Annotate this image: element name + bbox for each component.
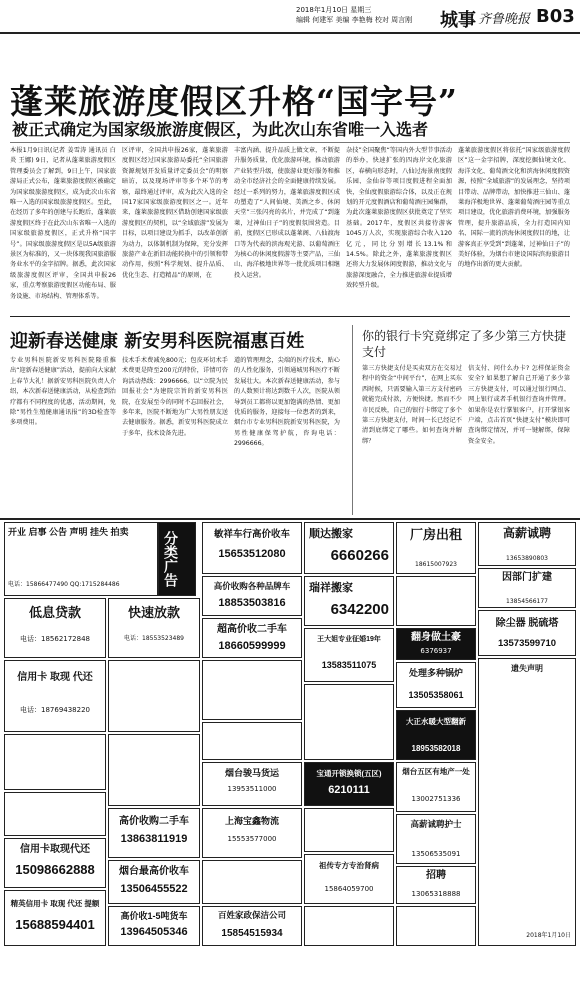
ad-low-interest-loan (4, 598, 106, 658)
ad-fast-loan (108, 598, 200, 658)
ad-baotong-lock (304, 762, 394, 806)
ad-a20-title: 高薪诚聘 (502, 526, 551, 540)
ad-minxiang-buy (202, 522, 302, 574)
ad-a29-title: 上海宝鑫物流 (224, 816, 279, 826)
ad-a30-title: 烟台骏马货运 (224, 768, 279, 778)
ad-a3-phone: 电话：18769438220 (20, 706, 90, 714)
lead-rule (10, 142, 570, 143)
ad-yantai-cargo (202, 762, 302, 806)
ad-a28-title: 祖传专方专治肾病 (319, 861, 379, 870)
story3-col-1: 第三方快捷支付是买卖双方在交易过程中的资金“中间平台”，在网上买东西时候，只需要输入第三方支付密码就能完成付款，方便快捷。然而不少市民反映，自己的银行卡绑定了多个第三方快捷支付，时间一长已经记不清到底绑定了哪些。如何查询并解绑？ (362, 365, 462, 445)
ad-nurse-recruit (396, 814, 476, 864)
ad-misc-1 (202, 660, 302, 720)
ad-misc-6 (396, 576, 476, 626)
classified-hotline: 电话：15866477490 QQ:1715284486 (8, 581, 120, 588)
ad-matchmaking (304, 628, 394, 682)
lead-subtitle: 被正式确定为国家级旅游度假区，为此次山东省唯一入选者 (12, 120, 429, 139)
classified-topline: 开业 启事 公告 声明 挂失 拍卖 (8, 527, 129, 537)
ad-a17-title: 翻身做土豪 (411, 632, 461, 643)
ad-a18-title: 处理多种锅炉 (408, 668, 463, 678)
header-rule (0, 32, 580, 34)
lead-title: 蓬莱旅游度假区升格“国字号” (10, 82, 458, 121)
paper-name: 齐鲁晚报 (478, 12, 531, 27)
ad-a12-title: 顺达搬家 (309, 528, 353, 540)
ad-a21-phone: 13854566177 (506, 598, 548, 605)
ad-a5-title: 精英信用卡 取现 代还 提额 (10, 899, 100, 908)
ad-a24-phone: 13002751336 (411, 795, 461, 803)
ad-plumbing (396, 710, 476, 760)
ad-a16-phone: 18615007923 (415, 561, 457, 568)
ad-brand-car (202, 576, 302, 616)
story3-divider (352, 325, 353, 515)
ad-used-car (108, 808, 200, 858)
ad-a3-title: 信用卡 取现 代还 (17, 672, 93, 683)
ad-boiler (396, 662, 476, 708)
ad-a14-title: 王大姐专业征婚19年 (317, 636, 381, 643)
ad-a19-title: 大正水暖大型翻新 (406, 717, 466, 726)
ad-car-info-box (108, 660, 200, 732)
ad-a4-title: 信用卡取现代还 (20, 844, 90, 855)
ad-ruixiang-moving (304, 576, 394, 626)
ad-a9-title: 高价收购二手车 (119, 816, 189, 827)
ad-recruit (396, 866, 476, 904)
ad-a15-title: 宝通开锁换锁(五区) (316, 769, 382, 778)
header-date: 2018年1月10日 星期三 (296, 6, 372, 14)
ad-a1-title: 低息贷款 (28, 605, 81, 620)
ad-a2-title: 快速放款 (127, 605, 180, 620)
lead-bottom-rule (10, 316, 570, 317)
ads-top-rule (0, 518, 580, 520)
ad-a24-title: 烟台五区有地产一处 (402, 767, 470, 776)
header-editors: 编辑 何建军 美编 李艳梅 校对 周言刚 (296, 16, 413, 24)
ad-a17-phone: 6376937 (420, 647, 452, 655)
ad-a22-phone: 13573599710 (497, 638, 557, 649)
classified-title-block (158, 522, 196, 596)
ad-a6-phone: 15653512080 (218, 548, 286, 560)
ad-a8-phone: 18660599999 (218, 640, 286, 652)
ad-second-hand-car (202, 618, 302, 658)
ad-shanghai-logistics (202, 808, 302, 858)
ad-high-salary (478, 522, 576, 566)
ad-a30-phone: 13953511000 (227, 785, 277, 793)
ad-misc-5 (304, 906, 394, 946)
story3-title: 你的银行卡究竟绑定了多少第三方快捷支付 (362, 329, 567, 359)
ad-misc-2 (202, 860, 302, 904)
story3-col-2: 信支付、问什么办卡? 怎样保证资金安全? 如果想了解自己开通了多少第三方快捷支付，可以通过银行网点、网上银行或者手机银行查询并管理。如果你是农行掌银客户，打开掌银客户端，点击首页“快捷支付”模块即可查询绑定情况，并可一键解绑，保障资金安全。 (468, 365, 570, 445)
classified-header-ad (4, 522, 158, 596)
ad-a7-phone: 18853503816 (218, 597, 286, 609)
lead-col-1: 本报1月9日讯(记者 姜雪涛 通讯员 白炎 王娜) 9日，记者从蓬莱旅游度假区管理委员会了解到，9日上午，国家旅游局正式公布，蓬莱旅游度假区被确定为国家级旅游度假区，成为此次山东省唯一入选的国家级旅游度假区。至此，在经历了多年的创建与长跑后，蓬莱旅游度假区终于在此次山东省唯一入选的国家级旅游度假区，正式升格“国字号”。国家级旅游度假区是以5A级旅游景区为标准的，又一块体现我国旅游服务业水平的金字招牌。据悉，此次国家级旅游度假区评审，全国共申报26家，重点考察旅游度假区功能布局、服务设施、市场结构、管理体系等。 (10, 147, 116, 300)
ad-a20-phone: 13653890803 (506, 555, 548, 562)
ad-a16-title: 厂房出租 (409, 527, 462, 542)
ad-a29-phone: 15553577000 (227, 835, 277, 843)
ad-a22-title: 除尘器 脱硫塔 (495, 618, 559, 629)
ad-a12-phone: 6660266 (330, 547, 389, 564)
story2-col-1: 专业男科医院新安男科医院隆重推出“迎新春送健康”活动，提前向大家献上春节大礼！据新安男科医院负责人介绍，本次新春送健康活动，从检查到治疗都有不同程度的优惠，活动期间，免除“男性生殖健康通讯报”的3D检查等多项费用。 (10, 357, 116, 427)
ad-credit-card-5 (4, 890, 106, 946)
ad-a6-title: 敏祥车行高价收车 (213, 529, 290, 540)
lead-col-4: 杂技”全国聚焦“等国内外大型节事活动的举办，快速扩张的四海岸文化旅游区，春横向形态时，八仙过海景南度假乐园、金仙谷等项目度假进程全面加快，全仙度假旅游综合体，以及正在规划的开元度假酒店和葡萄酒庄园集群，为此次蓬莱旅游度假区获批奠定了坚实基础。2017年，度假区共接待游客1045万人次，实现旅游综合收入120亿元，同比分别增长13.1%和14.5%。除此之外，蓬莱旅游度假区还将大力发展休闲度假游，推动文化与旅游深度融合，全力推进旅游业提质增效转型升级。 (346, 147, 452, 290)
ad-a26-title: 招聘 (426, 870, 446, 881)
ad-get-rich (396, 628, 476, 660)
ad-a1-phone: 电话：18562172848 (20, 635, 90, 643)
ad-kidney-cure (304, 854, 394, 904)
ad-land-property (396, 762, 476, 812)
ad-a11-title: 高价收1-5吨货车 (120, 911, 188, 921)
lead-col-2: 区评审，全国共申报26家，蓬莱旅游度假区经过国家旅游局委托“全国旅游资源规划开发质量评定委员会”的明察暗访，以及现场评审等多个环节的考察，最终通过评审，成为此次入选的全国17家国家级旅游度假区之一。近年来，蓬莱旅游度假区借助创建国家级旅游度假区的契机，以“全域旅游”发展为目标，以项目建设为抓手，以改革创新为动力，以体制机制为保障，充分发挥旅游产业在新旧动能转换中的引领和带动作用，按照“科学规划、提升品质、优化生态、打造精品”的原则，在 (122, 147, 228, 279)
ad-a18-phone: 13505358061 (408, 690, 464, 700)
lead-col-3: 丰富内涵、提升品质上做文章，不断提升服务质量，优化旅游环境，推动旅游产业转型升级，使旅游业更好服务和推动全市经济社会的全面健康持续发展。经过一系列的努力，蓬莱旅游度假区成功塑造了“人间仙境、美酒之乡、休闲天堂”三张闪亮的名片，并完成了“到蓬莱，过神仙日子”的度假氛围营造。目前，度假区已形成以蓬莱阁、八仙渡海口等为代表的滨海观光游、以葡萄酒庄为核心的休闲度假游等主要产品，三仙山、海洋极地世界等一批优质项目相继投入运营。 (234, 147, 340, 279)
ad-truck (108, 906, 200, 946)
ad-a27-title: 百姓家政保洁公司 (217, 910, 286, 920)
ad-shunda-moving (304, 522, 394, 574)
ad-a14-phone: 13583511075 (321, 660, 377, 670)
ad-credit-card-2 (4, 734, 106, 790)
ad-a8-title: 超高价收二手车 (217, 624, 287, 635)
ad-factory-rent (396, 522, 476, 574)
ad-a5-phone: 15688594401 (15, 917, 95, 932)
ad-yantai-car (108, 860, 200, 904)
ad-a10-phone: 13506455522 (120, 883, 188, 895)
ad-a26-phone: 13065318888 (411, 890, 461, 898)
classified-title: 分类广告 (163, 531, 179, 587)
story2-col-3: 道的管理理念，尖端的医疗技术，贴心的人性化服务，引领通城男科医疗不断发展壮大。本次新春送健康活动，参与的人数预计将达到数千人次，医院从领导到员工都将以更加饱满的热情、更加优质的服务，迎接每一位患者的到来，烟台市专业男科医院新安男科医院，为男性健康保驾护航，咨询电话：2996666。 (234, 357, 340, 448)
ad-a15-phone: 6210111 (328, 784, 370, 796)
story2-title: 迎新春送健康 新安男科医院福惠百姓 (10, 331, 305, 352)
page-number: B03 (536, 6, 575, 27)
ad-a10-title: 烟台最高价收车 (119, 866, 189, 877)
ad-a11-phone: 13964505346 (120, 926, 188, 938)
ad-a27-phone: 15854515934 (221, 928, 283, 939)
ad-credit-card-4 (4, 838, 106, 888)
ad-a25-phone: 13506535091 (411, 850, 461, 858)
ad-misc-3 (304, 684, 394, 760)
ad-housekeeping (202, 906, 302, 946)
ad-a2-phone: 电话：18553523489 (124, 635, 184, 642)
ad-lost-notice (478, 658, 576, 946)
ad-a28-phone: 15864059700 (324, 885, 374, 893)
ad-a13-phone: 6342200 (330, 601, 389, 618)
ad-a9-phone: 13863811919 (120, 833, 188, 845)
ad-department-expand (478, 568, 576, 608)
ad-police-auction (202, 722, 302, 760)
ad-a23-title: 遗失声明 (511, 664, 543, 673)
ad-misc-7 (396, 906, 476, 946)
ad-misc-4 (304, 808, 394, 852)
ad-a23-date: 2018年1月10日 (526, 932, 571, 939)
ad-minxiang-car (108, 734, 200, 806)
ad-a4-phone: 15098662888 (15, 862, 95, 877)
ad-a19-phone: 18953582018 (411, 744, 461, 753)
ad-credit-card-3 (4, 792, 106, 836)
section-name: 城事 (440, 10, 476, 31)
lead-col-5: 蓬莱旅游度假区将依托“国家级旅游度假区”这一金字招牌，深度挖掘仙境文化、海洋文化、葡萄酒文化和滨海休闲度假资源，按照“全域旅游”的发展理念，坚持项目带动、品牌带动，加快推进三仙山、蓬莱海洋极地世界、蓬莱葡萄酒庄园等重点项目建设，优化旅游消费环境，加强服务管理，提升旅游品质，全力打造国内知名、国际一流的滨海休闲度假目的地，让游客真正享受到“到蓬莱，过神仙日子”的美好体验，为烟台市建设国际滨海旅游目的地作出新的更大贡献。 (458, 147, 570, 269)
ad-a25-title: 高薪诚聘护士 (410, 819, 462, 829)
ad-credit-card-1 (4, 660, 106, 732)
ad-a21-title: 因部门扩建 (502, 572, 552, 583)
ad-a13-title: 瑞祥搬家 (309, 582, 353, 594)
ad-dust-collector (478, 610, 576, 656)
story2-col-2: 技术手术费减免800元；包皮环切术手术费更是降至200元的特价，详情可咨询活动热线：2996666。以“立院为民 回报社会”为建院宗旨的新安男科医院，在发展至今的同时不忘回报社会，多年来，医院不断地为广大男性朋友送去健康服务。据悉，新安男科医院成立于多年，技术设备先进。 (122, 357, 228, 437)
ad-a7-title: 高价收购各种品牌车 (213, 581, 291, 591)
